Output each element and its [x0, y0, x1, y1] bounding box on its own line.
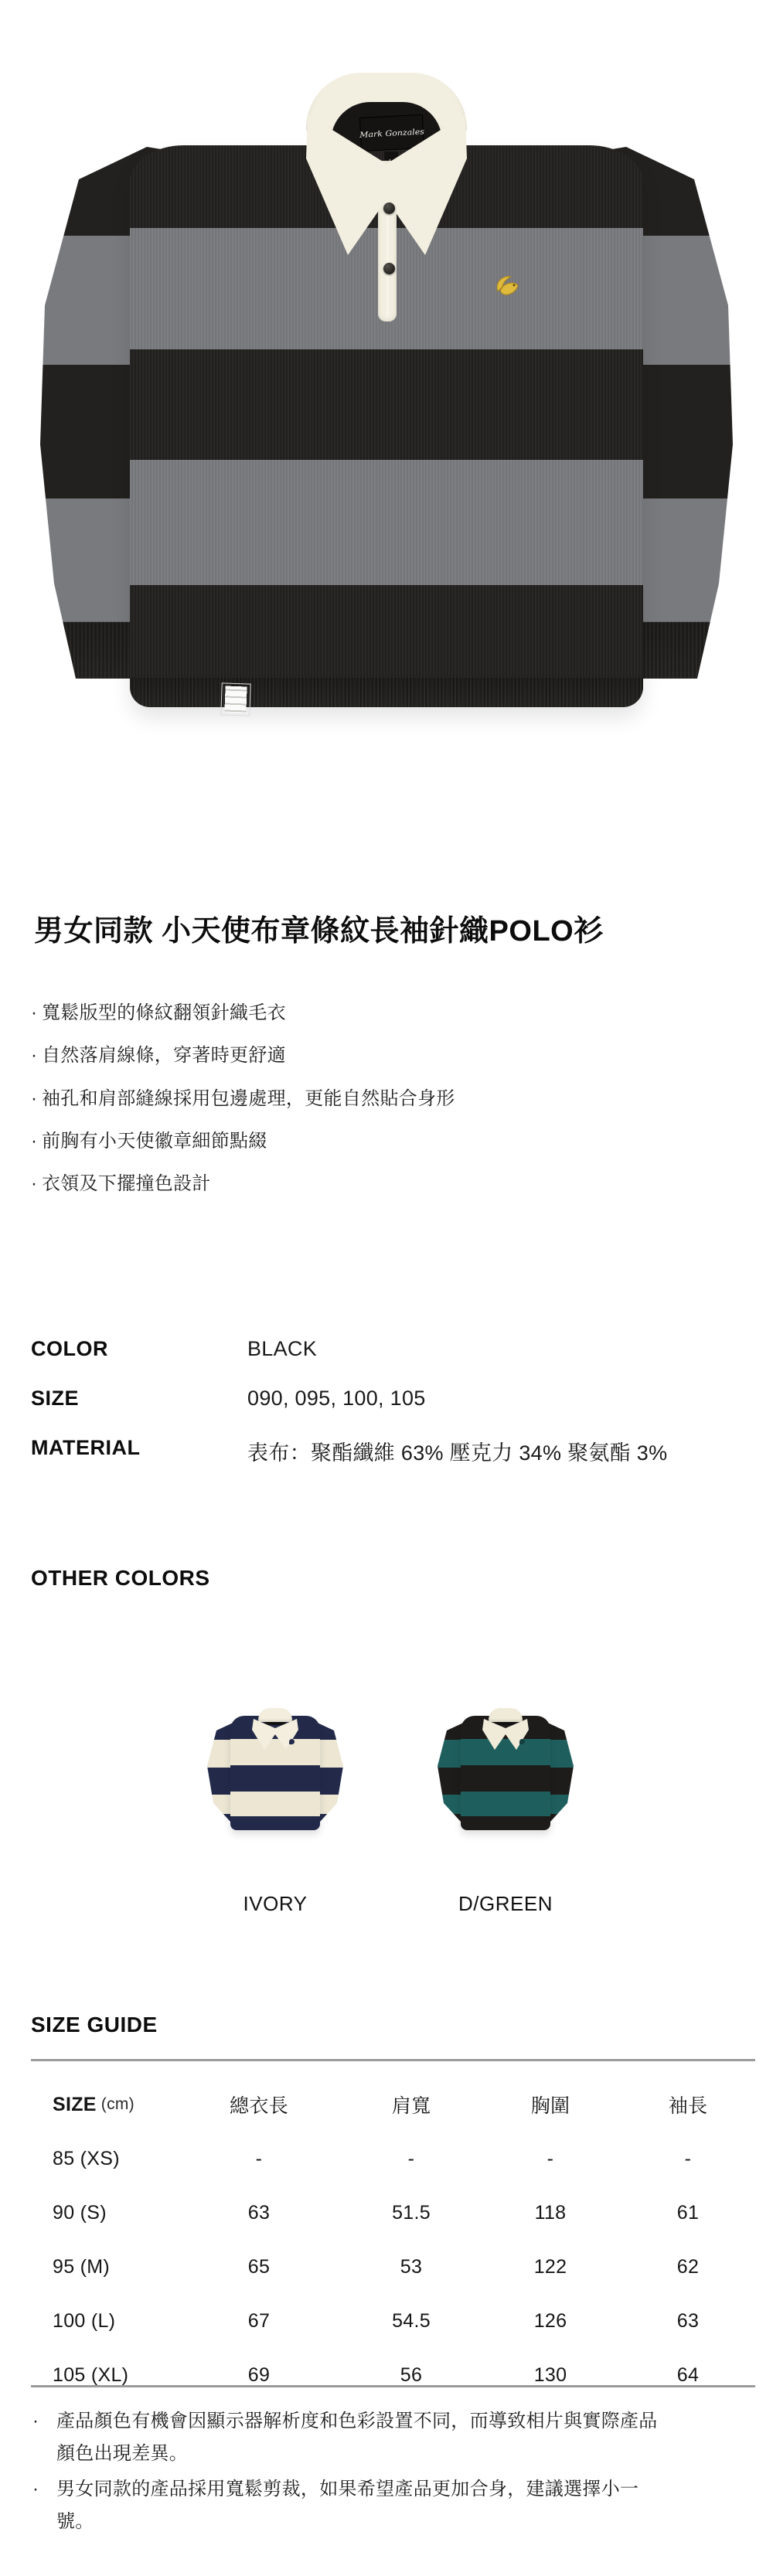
size-cell: -: [684, 2147, 692, 2169]
mini-angel-badge-icon: [289, 1739, 295, 1744]
other-colors-heading: OTHER COLORS: [31, 1566, 210, 1590]
spec-value-size: 090, 095, 100, 105: [247, 1387, 426, 1410]
bullet-marker: ·: [31, 1131, 38, 1152]
size-cell: 69: [247, 2363, 271, 2386]
feature-item: [31, 1045, 286, 1067]
size-cell: 63: [247, 2201, 271, 2224]
size-row-label: 100 (L): [53, 2309, 116, 2332]
size-cell: 61: [676, 2201, 700, 2224]
size-cell: 130: [533, 2363, 567, 2386]
size-guide-table: [31, 2077, 758, 2402]
size-row-label: 85 (XS): [53, 2147, 120, 2169]
feature-item: [31, 1002, 286, 1025]
brand-neck-label-text: Mark Gonzales: [359, 126, 425, 140]
size-cell: 67: [247, 2309, 271, 2332]
size-cell: 118: [534, 2201, 567, 2224]
size-guide-top-rule: [31, 2059, 755, 2061]
footnote: [31, 2473, 659, 2538]
color-option-label-dgreen: D/GREEN: [458, 1892, 553, 1915]
mini-angel-badge-icon: [519, 1739, 525, 1744]
spec-label-material: MATERIAL: [31, 1436, 141, 1459]
feature-text: 袖孔和肩部縫線採用包邊處理，更能自然貼合身形: [42, 1088, 455, 1109]
mini-collar-band: [258, 1708, 292, 1722]
size-cell: 56: [400, 2363, 423, 2386]
feature-text: 寬鬆版型的條紋翻領針織毛衣: [42, 1002, 286, 1023]
color-option-ivory[interactable]: [198, 1677, 352, 1847]
size-guide-col-header: 袖長: [668, 2095, 708, 2117]
color-option-label-ivory: IVORY: [243, 1892, 308, 1915]
size-cell: 53: [400, 2255, 423, 2278]
size-cell: 63: [676, 2309, 700, 2332]
mini-collar-band: [489, 1708, 523, 1722]
size-row-label: 105 (XL): [53, 2363, 129, 2386]
footnote-text: 男女同款的產品採用寬鬆剪裁，如果希望產品更加合身，建議選擇小一號。: [56, 2479, 639, 2532]
size-guide-bottom-rule: [31, 2385, 755, 2387]
feature-text: 自然落肩線條，穿著時更舒適: [42, 1045, 286, 1066]
placket-button-bottom: [383, 263, 395, 274]
size-cell: 122: [533, 2255, 567, 2278]
size-cell: -: [407, 2147, 415, 2169]
feature-item: [31, 1173, 211, 1196]
bullet-marker: ·: [32, 2479, 39, 2499]
angel-badge-icon: [491, 272, 523, 303]
footnote-text: 產品顏色有機會因顯示器解析度和色彩設置不同，而導致相片與實際產品顏色出現差異。: [56, 2411, 658, 2464]
size-cell: -: [255, 2147, 263, 2169]
spec-label-size: SIZE: [31, 1387, 80, 1410]
sweater-hem-rib: [130, 678, 643, 707]
feature-text: 前胸有小天使徽章細節點綴: [42, 1131, 267, 1152]
size-guide-col-header: [31, 2077, 178, 2132]
feature-item: [31, 1131, 267, 1153]
feature-text: 衣領及下擺撞色設計: [42, 1173, 211, 1194]
placket-button-top: [383, 202, 395, 214]
feature-item: [31, 1088, 455, 1111]
size-cell: 54.5: [392, 2309, 431, 2332]
product-title: 男女同款 小天使布章條紋長袖針織POLO衫: [34, 915, 604, 948]
bullet-marker: ·: [31, 1088, 38, 1109]
bullet-marker: ·: [31, 1045, 38, 1066]
size-cell: 65: [247, 2255, 271, 2278]
size-cell: 62: [676, 2255, 700, 2278]
bullet-marker: ·: [31, 1173, 38, 1194]
footnote: [31, 2405, 659, 2470]
size-guide-col-header: 肩寬: [391, 2095, 431, 2117]
size-row-label: 95 (M): [53, 2255, 111, 2278]
size-cell: 126: [533, 2309, 567, 2332]
size-cell: 64: [676, 2363, 700, 2386]
spec-value-color: BLACK: [247, 1337, 318, 1360]
size-guide-col-header: 胸圍: [530, 2095, 570, 2117]
bullet-marker: ·: [31, 1002, 38, 1023]
product-photo: [0, 0, 773, 850]
bullet-marker: ·: [32, 2411, 39, 2431]
hem-woven-tag: [220, 682, 250, 716]
size-cell: 51.5: [392, 2201, 431, 2224]
size-guide-heading: SIZE GUIDE: [31, 2013, 158, 2037]
spec-value-material: 表布：聚酯纖維 63% 壓克力 34% 聚氨酯 3%: [247, 1441, 668, 1465]
size-guide-col-header: 總衣長: [230, 2095, 288, 2117]
size-cell: -: [547, 2147, 554, 2169]
brand-neck-label: [359, 114, 424, 151]
spec-label-color: COLOR: [31, 1337, 108, 1360]
color-option-dgreen[interactable]: [428, 1677, 583, 1847]
header-size-unit: (cm): [100, 2095, 135, 2113]
header-size: SIZE: [53, 2093, 97, 2115]
size-row-label: 90 (S): [53, 2201, 107, 2224]
